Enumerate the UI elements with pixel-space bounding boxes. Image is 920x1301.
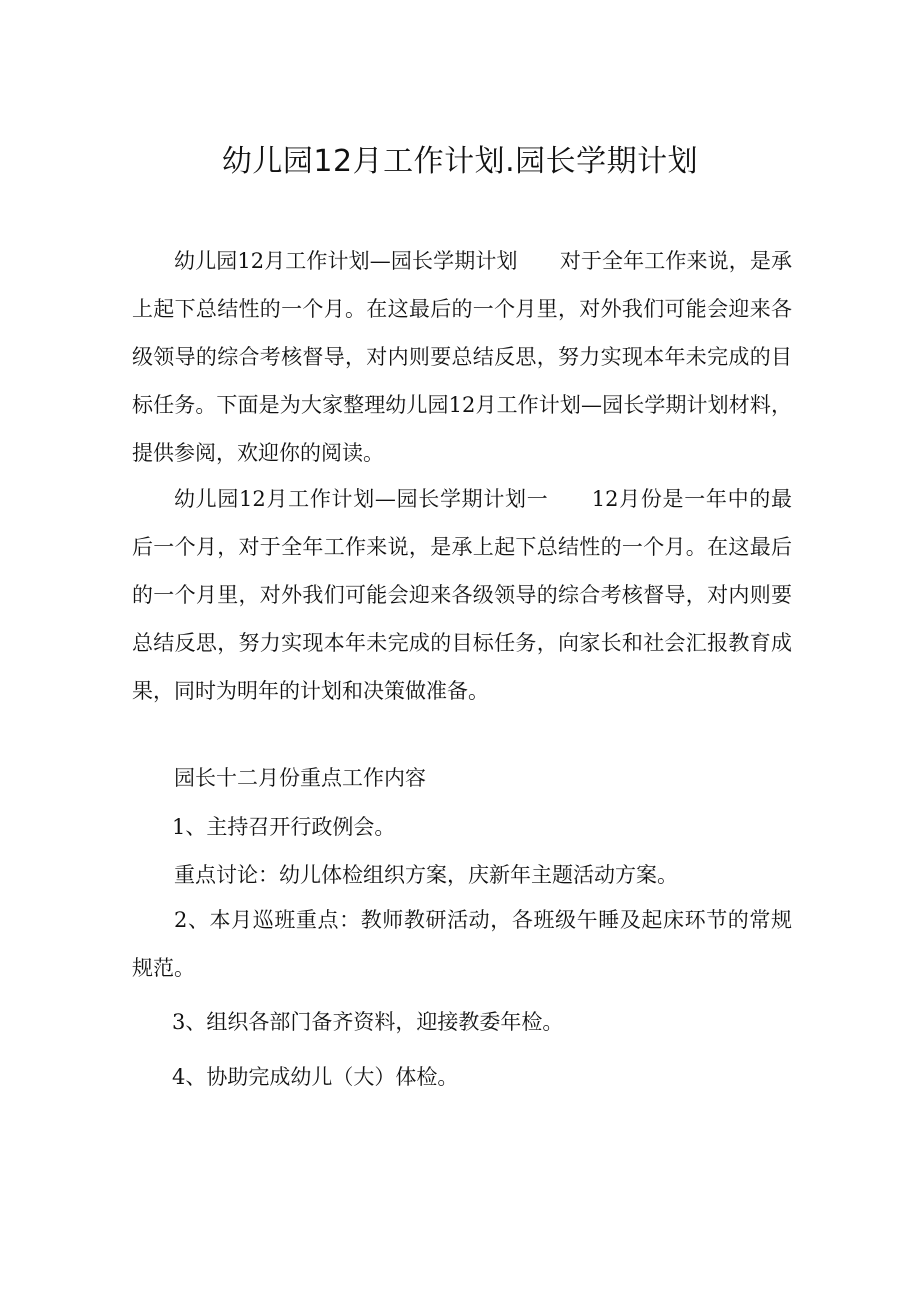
list-item-note: 重点讨论：幼儿体检组织方案，庆新年主题活动方案。	[174, 863, 678, 887]
intro-paragraph: 幼儿园12月工作计划—园长学期计划 对于全年工作来说，是承上起下总结性的一个月。在这最后的一个月里，对外我们可能会迎来各级领导的综合考核督导，对内则要总结反思，努力实现本年未完成的目标任务。下面是为大家整理幼儿园12月工作计划—园长学期计划材料，提供参阅，欢迎你的阅读。	[132, 249, 792, 465]
list-item: 3、组织各部门备齐资料，迎接教委年检。	[172, 1010, 564, 1034]
list-item: 2、本月巡班重点：教师教研活动，各班级午睡及起床环节的常规规范。	[132, 908, 792, 980]
page-title: 幼儿园12月工作计划.园长学期计划	[221, 144, 699, 179]
section-heading: 园长十二月份重点工作内容	[174, 766, 426, 790]
list-item: 4、协助完成幼儿（大）体检。	[172, 1065, 459, 1089]
plan-paragraph: 幼儿园12月工作计划—园长学期计划一 12月份是一年中的最后一个月，对于全年工作来说，是承上起下总结性的一个月。在这最后的一个月里，对外我们可能会迎来各级领导的综合考核督导，对内则要总结反思，努力实现本年未完成的目标任务，向家长和社会汇报教育成果，同时为明年的计划和决策做准备。	[132, 487, 792, 703]
list-item: 1、主持召开行政例会。	[172, 815, 396, 839]
